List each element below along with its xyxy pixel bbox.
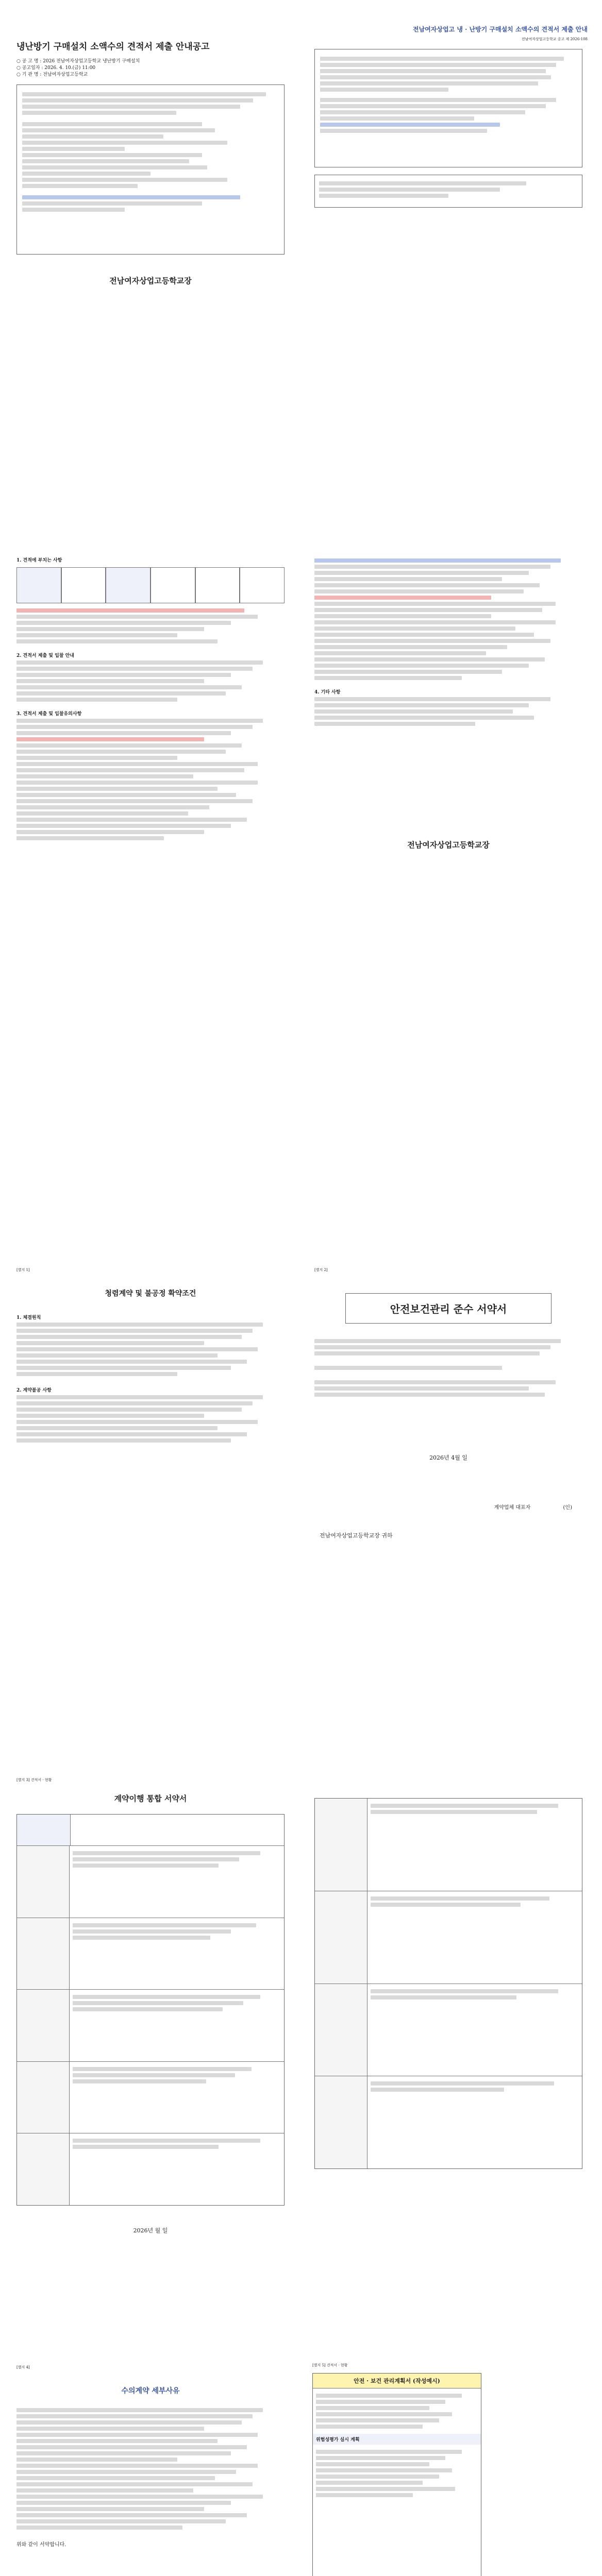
attach1-sec2: 2. 계약불공 사항 (16, 1388, 52, 1393)
attach5-page (304, 2354, 490, 2576)
attach5-subtitle: 위험성평가 실시 계획 (313, 2434, 481, 2445)
attach5-title: 안전 · 보건 관리계획서 (작성예시) (313, 2374, 481, 2388)
attach2-recipient: 전남여자상업고등학교장 귀하 (320, 1532, 393, 1539)
attach1-page (6, 1257, 295, 1721)
attach3-date: 2026년 월 일 (133, 2227, 168, 2234)
notice-detail-right (304, 546, 593, 1226)
notice-page-right (304, 15, 593, 459)
notice-meta-0: ○ 공 고 명 : 2026 전남여자상업고등학교 냉난방기 구매설치 (16, 59, 140, 64)
attach3-page (6, 1767, 295, 2298)
sec2-heading: 2. 견적서 제출 및 입찰 안내 (16, 653, 75, 658)
attach2-label: [별지 2] (314, 1268, 328, 1272)
notice-right-ref: 전남여자상업고등학교 공고 제 2026-108 (521, 37, 588, 41)
notice-meta-2: ○ 기 관 명 : 전남여자상업고등학교 (16, 72, 88, 77)
attach2-title: 안전보건관리 준수 서약서 (390, 1303, 507, 1315)
attach2-seal: (인) (563, 1505, 572, 1511)
item-table (16, 567, 285, 603)
attach5-label: [별지 5] 견적서 · 현황 (312, 2363, 348, 2367)
attach3-page-right (304, 1767, 593, 2298)
attach1-sec1: 1. 체결원칙 (16, 1315, 41, 1320)
sec3-heading: 3. 견적서 제출 및 입찰유의사항 (16, 711, 82, 717)
attach3-title: 계약이행 통합 서약서 (114, 1794, 187, 1803)
notice-info-box (16, 84, 285, 255)
attach4-footer: 위와 같이 서약합니다. (16, 2542, 66, 2548)
notice-page-left (6, 31, 295, 453)
attach1-title: 청렴계약 및 불공정 확약조건 (105, 1290, 196, 1298)
sec4-heading: 4. 기타 사항 (314, 690, 341, 695)
attach2-sign-label: 계약업체 대표자 (494, 1505, 531, 1511)
attach4-title: 수의계약 세부사유 (121, 2387, 180, 2395)
attach5-form (312, 2373, 481, 2576)
attach2-title-box (345, 1293, 551, 1324)
notice-right-title: 전남여자상업고 냉 · 난방기 구매설치 소액수의 견적서 제출 안내 (413, 26, 588, 33)
notice-right-subbox (314, 175, 582, 208)
attach3-label: [별지 3] 견적서 · 현황 (16, 1778, 52, 1782)
notice-detail-left (6, 546, 295, 1190)
notice-bottom-footer: 전남여자상업고등학교장 (407, 840, 490, 850)
attach4-label: [별지 4] (16, 2365, 30, 2369)
attach2-date: 2026년 4월 일 (429, 1454, 467, 1461)
sec1-heading: 1. 견적에 부치는 사항 (16, 558, 62, 563)
attach1-label: [별지 1] (16, 1268, 30, 1272)
notice-footer: 전남여자상업고등학교장 (109, 276, 192, 285)
attach2-page (304, 1257, 593, 1721)
notice-right-box (314, 49, 582, 167)
attach4-page (6, 2354, 295, 2576)
notice-title: 냉난방기 구매설치 소액수의 견적서 제출 안내공고 (16, 42, 210, 52)
attach3-table (16, 1814, 285, 2206)
notice-meta-1: ○ 공고일자 : 2026. 4. 10.(금) 11:00 (16, 65, 96, 71)
